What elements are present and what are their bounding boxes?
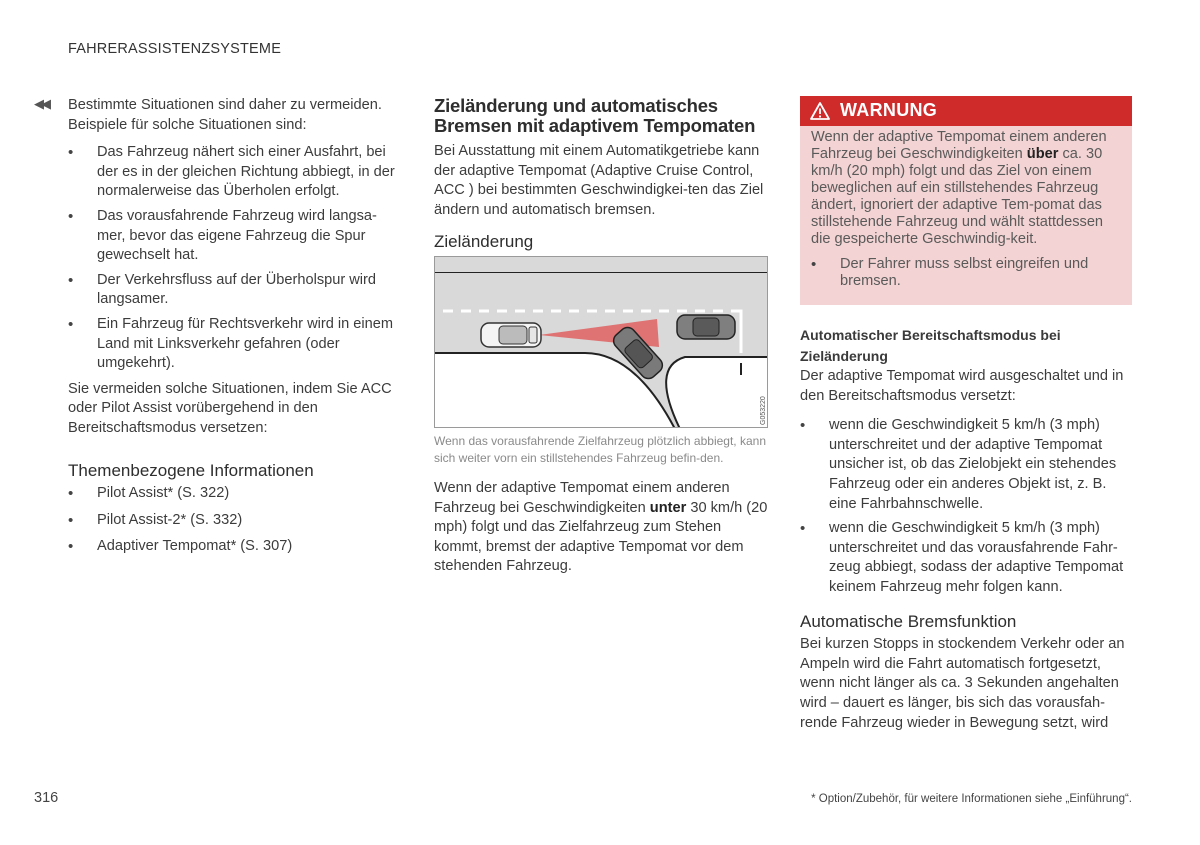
related-heading: Themenbezogene Informationen [68,460,314,480]
standby-heading: Automatischer Bereitschaftsmodus bei Zieländerung [800,327,1061,364]
text-run: Wenn der adaptive Tempomat einem anderen Fahrzeug bei Geschwindigkeiten [434,479,730,516]
related-link[interactable]: • Pilot Assist-2* (S. 332) [68,511,400,531]
subheading: Zieländerung [434,232,534,252]
illustration [434,256,768,428]
brake-heading: Automatische Bremsfunktion [800,611,1017,631]
warning-title: WARNUNG [840,100,938,121]
warning-text [811,129,1120,248]
warning-list [811,256,1120,290]
intro-paragraph: Bestimmte Situationen sind daher zu vermeiden. Beispiele für solche Situationen sind: [68,97,382,133]
list-item: • Der Fahrer muss selbst eingreifen und bremsen. [811,256,1120,290]
continuation-icon: ◀◀ [34,96,48,111]
related-link[interactable]: • Adaptiver Tempomat* (S. 307) [68,537,400,557]
list-item: • Der Verkehrsfluss auf der Überholspur wird langsamer. [68,271,400,310]
section-heading: Zieländerung und automatisches Bremsen mit adaptivem Tempomaten [434,95,756,136]
warning-body [800,126,1132,305]
column-left [68,96,400,564]
standby-intro: Der adaptive Tempomat wird ausgeschaltet und in den Bereitschaftsmodus versetzt: [800,368,1124,404]
figure-code: G053220 [760,396,767,425]
figure-caption: Wenn das vorausfahrende Zielfahrzeug plötzlich abbiegt, kann sich weiter vorn ein stillstehendes Fahrzeug befin-den. [434,433,766,465]
section-intro: Bei Ausstattung mit einem Automatikgetriebe kann der adaptive Tempomat (Adaptive Cruise Control, ACC ) bei bestimmten Geschwindigkei-ten das Ziel ändern und automatisch bremsen. [434,143,764,218]
related-list [68,484,400,557]
list-item: • Das vorausfahrende Fahrzeug wird langsa-mer, bevor das eigene Fahrzeug die Spur gewechselt hat. [68,207,400,266]
related-link[interactable]: • Pilot Assist* (S. 322) [68,484,400,504]
list-item: • Ein Fahrzeug für Rechtsverkehr wird in einem Land mit Linksverkehr gefahren (oder umgekehrt). [68,315,400,374]
running-head: FAHRERASSISTENZSYSTEME [68,41,282,57]
warning-header [800,96,1132,126]
body-paragraph [434,479,768,577]
text-run: 30 km/h (20 mph) folgt und das Zielfahrzeug zum Stehen kommt, bremst der adaptive Tempomat vor dem stehenden Fahrzeug. [434,499,768,575]
footnote: * Option/Zubehör, für weitere Informationen siehe „Einführung“. [811,793,1132,805]
column-middle [434,96,768,577]
list-item: • wenn die Geschwindigkeit 5 km/h (3 mph) unterschreitet und das vorausfahrende Fahr-zeug abbiegt, sodass der adaptive Tempomat keinem Fahrzeug mehr folgen kann. [800,519,1132,597]
stationary-car [677,315,735,339]
column-right [800,96,1132,733]
warning-triangle-icon [810,102,830,120]
brake-paragraph: Bei kurzen Stopps in stockendem Verkehr oder an Ampeln wird die Fahrt automatisch fortgesetzt, wenn nicht länger als ca. 3 Sekunden angehalten wird – dauert es länger, bis sich das vorausfah-rende Fahrzeug wieder in Bewegung setzt, wird [800,636,1125,731]
text-run: ca. 30 km/h (20 mph) folgt und das Ziel von einem beweglichen auf ein stillstehendes Fahrzeug ändert, ignoriert der adaptive Tem-pomat das stillstehende Fahrzeug und wählt stattdessen die gespeicherte Geschwindig-keit. [811,146,1104,247]
text-run: Wenn der adaptive Tempomat einem anderen Fahrzeug bei Geschwindigkeiten [811,129,1107,162]
warning-box [800,96,1132,305]
standby-list [800,416,1132,597]
road-illustration [435,257,768,428]
emphasis: unter [649,499,687,516]
list-item: • wenn die Geschwindigkeit 5 km/h (3 mph) unterschreitet und der adaptive Tempomat unsicher ist, ob das Zielobjekt ein stehendes Fahrzeug oder ein anderes Objekt ist, z. B. eine Fahrbahnschwelle. [800,416,1132,514]
outro-paragraph: Sie vermeiden solche Situationen, indem Sie ACC oder Pilot Assist vorübergehend in den Bereitschaftsmodus versetzen: [68,380,392,436]
emphasis: über [1026,146,1059,162]
own-car [481,323,541,347]
situations-list [68,143,400,374]
page-number: 316 [34,790,59,806]
list-item: • Das Fahrzeug nähert sich einer Ausfahrt, bei der es in der gleichen Richtung abbiegt, in der normalerweise das Überholen erfolgt. [68,143,400,202]
